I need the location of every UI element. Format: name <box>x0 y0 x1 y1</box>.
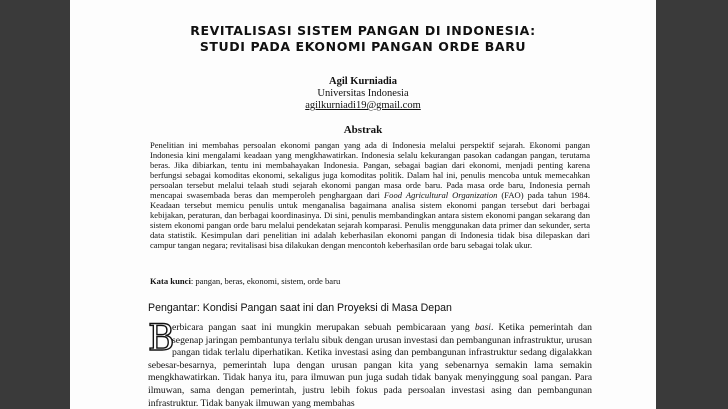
author-name: Agil Kurniadia <box>329 76 397 87</box>
section-heading: Pengantar: Kondisi Pangan saat ini dan Proyeksi di Masa Depan <box>148 302 452 314</box>
dropcap-letter: B <box>148 318 175 359</box>
keywords-line <box>150 276 590 286</box>
viewer-margin-left <box>0 0 70 409</box>
abstract-body <box>150 140 590 251</box>
viewer-margin-right <box>656 0 728 409</box>
paper-title-line-1: REVITALISASI SISTEM PANGAN DI INDONESIA: <box>190 23 536 38</box>
section-text-2: . Ketika pemerintah dan segenap jaringan pembantunya terlalu sibuk dengan urusan investasi dan pembangunan infrastruktur, urusan pangan tidak terlalu diperhatikan. Ketika investasi asing dan pembangunan infrastruktur sedang digalakkan sebesar-besarnya, pemerintah lupa dengan urusan pangan kita yang sebenarnya semakin lama semakin mengkhawatirkan. Tidak hanya itu, para ilmuwan pun juga sudah tidak banyak menyinggung soal pangan. Para ilmuwan, sama dengan pemerintah, justru lebih fokus pada persoalan investasi asing dan pembangunan infrastruktur. Tidak banyak ilmuwan yang membahas <box>148 322 592 409</box>
author-email-link[interactable]: agilkurniadi19@gmail.com <box>305 100 421 111</box>
section-body <box>148 318 592 409</box>
section-italic-basi: basi <box>474 322 491 333</box>
keywords-label: Kata kunci <box>150 276 191 286</box>
abstract-text-2: (FAO) pada tahun 1984. Keadaan tersebut memicu penulis untuk menganalisa bagaimana analisa sistem ekonomi pangan tersebut dari berbagai kebijakan, peraturan, dan berbagai koordinasinya. Di sini, penulis membandingkan antara sistem ekonomi pangan sekarang dan sistem ekonomi pangan orde baru melalui pendekatan sejarah komparasi. Penulis menggunakan data primer dan sekunder, serta data statistik. Kesimpulan dari penelitian ini adalah keberhasilan ekonomi pangan di Indonesia tidak bisa dilepaskan dari campur tangan negara; revitalisasi bisa dilakukan dengan mencontoh keberhasilan orde baru sebagai tolak ukur. <box>150 190 590 251</box>
author-institution: Universitas Indonesia <box>317 88 409 99</box>
keywords-text: : pangan, beras, ekonomi, sistem, orde baru <box>190 276 341 286</box>
paper-title-line-2: STUDI PADA EKONOMI PANGAN ORDE BARU <box>199 39 527 54</box>
section-text-1: erbicara pangan saat ini mungkin merupakan sebuah pembicaraan yang <box>172 322 475 333</box>
abstract-heading: Abstrak <box>343 124 383 136</box>
document-page <box>70 0 656 409</box>
abstract-text-1: Penelitian ini membahas persoalan ekonomi pangan yang ada di Indonesia melalui perspektif sejarah. Ekonomi pangan Indonesia kini mengalami keadaan yang mengkhawatirkan. Indonesia selalu kekurangan pasokan cadangan pangan, terutama beras. Jika dibiarkan, tentu ini membahayakan Indonesia. Pangan, sebagai bagian dari ekonomi, menjadi penting karena berfungsi sebagai komoditas ekonomi, sekaligus juga komoditas politik. Dalam hal ini, penulis mencoba untuk memecahkan persoalan tersebut melalui telaah studi sejarah ekonomi pangan masa orde baru. Pada masa orde baru, Indonesia pernah mencapai swasembada beras dan memperoleh penghargaan dari <box>150 140 590 201</box>
abstract-italic-fao: Food Agricultural Organization <box>383 190 498 201</box>
